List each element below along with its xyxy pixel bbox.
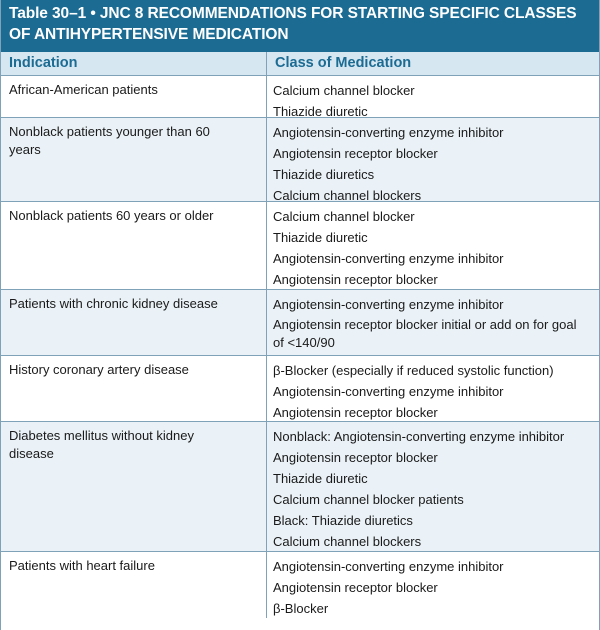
medication-item: Angiotensin-converting enzyme inhibitor [273,125,504,140]
medication-item: Nonblack: Angiotensin-converting enzyme inhibitor [273,429,565,444]
indication-cell: History coronary artery disease [9,362,189,377]
medication-item: Angiotensin receptor blocker [273,405,438,420]
header-class-of-medication: Class of Medication [266,52,599,75]
medication-item: Angiotensin receptor blocker [273,272,438,287]
table-row [1,202,599,290]
medication-item: Thiazide diuretic [273,104,368,119]
medication-cell [266,118,599,201]
medication-item: Angiotensin receptor blocker [273,450,438,465]
table-row [1,290,599,356]
medication-item: Black: Thiazide diuretics [273,513,413,528]
medication-cell [266,202,599,289]
medication-item: Angiotensin-converting enzyme inhibitor [273,384,504,399]
indication-cell: African-American patients [9,82,158,97]
medication-item: β-Blocker (especially if reduced systolic function) [273,363,554,378]
table-header-row [1,52,599,76]
table-row [1,422,599,552]
medication-item: Calcium channel blocker [273,83,415,98]
table-row [1,76,599,118]
table-row [1,356,599,422]
table-title: Table 30–1 • JNC 8 RECOMMENDATIONS FOR STARTING SPECIFIC CLASSES OF ANTIHYPERTENSIVE MEDICATION [1,0,599,52]
table-row [1,552,599,618]
medication-cell [266,356,599,421]
medication-item: β-Blocker [273,601,329,616]
medication-item: Angiotensin receptor blocker initial or add on for goal of <140/90 [273,317,577,350]
medication-cell [266,76,599,117]
medication-cell [266,290,599,355]
medication-item: Calcium channel blockers [273,534,422,549]
indication-cell: Patients with heart failure [9,558,155,573]
medication-item: Angiotensin receptor blocker [273,580,438,595]
medication-cell [266,422,599,551]
medication-item: Calcium channel blocker [273,209,415,224]
table-row [1,118,599,202]
medication-item: Thiazide diuretic [273,471,368,486]
medication-item: Thiazide diuretic [273,230,368,245]
medication-item: Calcium channel blocker patients [273,492,464,507]
medication-item: Angiotensin-converting enzyme inhibitor [273,559,504,574]
medication-item: Angiotensin-converting enzyme inhibitor [273,251,504,266]
header-indication: Indication [9,55,78,71]
indication-cell: Diabetes mellitus without kidney disease [9,428,194,461]
medication-item: Thiazide diuretics [273,167,375,182]
medication-item: Angiotensin receptor blocker [273,146,438,161]
medication-item: Calcium channel blockers [273,188,422,203]
indication-cell: Patients with chronic kidney disease [9,296,218,311]
indication-cell: Nonblack patients 60 years or older [9,208,214,223]
medication-item: Angiotensin-converting enzyme inhibitor [273,297,504,312]
medication-cell [266,552,599,618]
indication-cell: Nonblack patients younger than 60 years [9,124,210,157]
